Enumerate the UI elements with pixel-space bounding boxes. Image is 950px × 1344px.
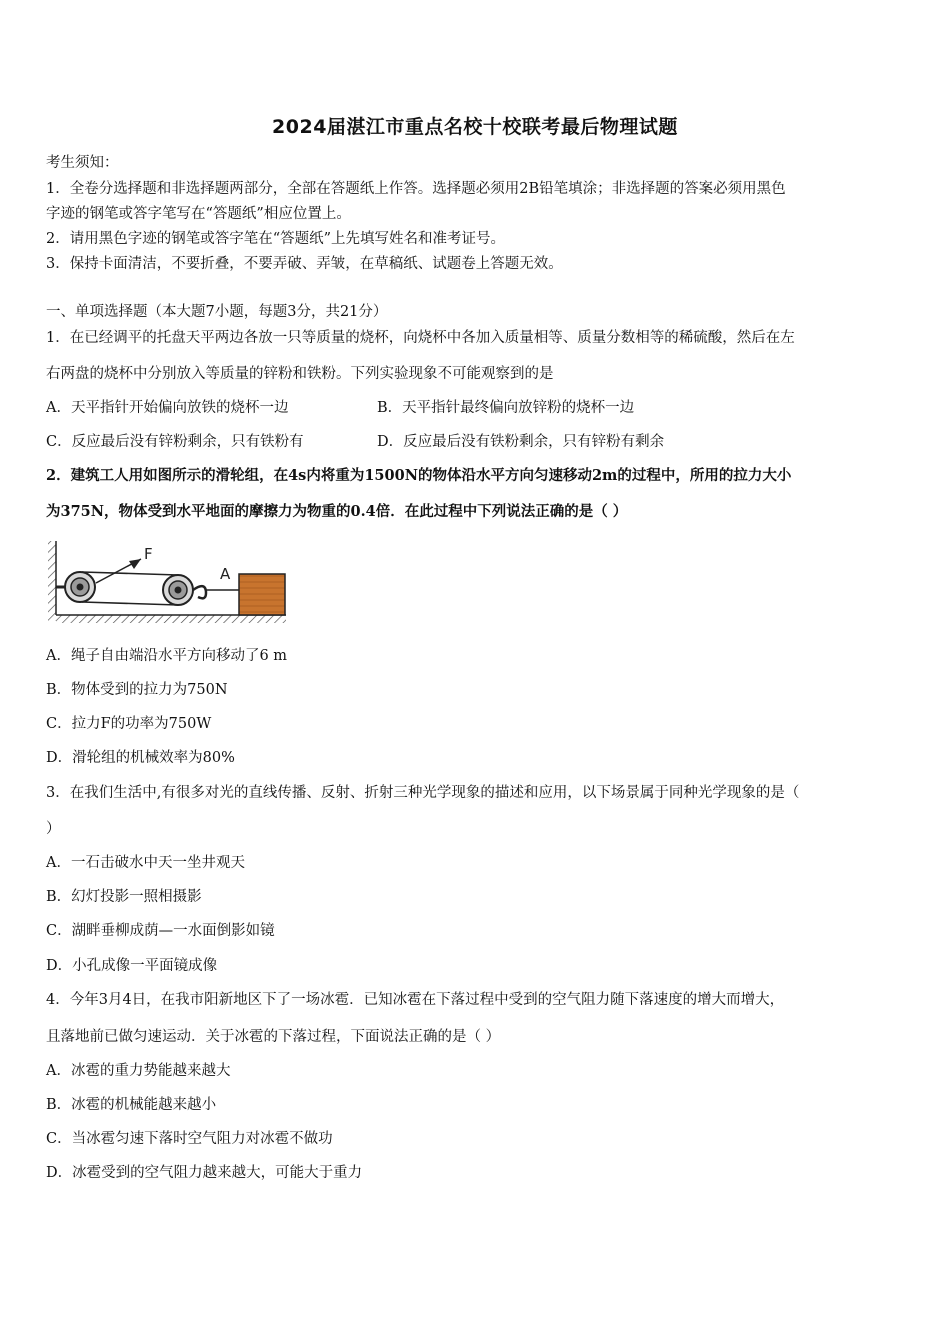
- label-a: A: [220, 565, 231, 583]
- q4-option-d: D．冰雹受到的空气阻力越来越大，可能大于重力: [46, 1165, 363, 1181]
- page-title: 2024届湛江市重点名校十校联考最后物理试题: [272, 116, 678, 138]
- pulley-diagram: [46, 537, 291, 627]
- q4-option-b: B．冰雹的机械能越来越小: [46, 1097, 217, 1113]
- q4-option-c: C．当冰雹匀速下落时空气阻力对冰雹不做功: [46, 1131, 333, 1147]
- q3-stem-line-1: 3．在我们生活中,有很多对光的直线传播、反射、折射三种光学现象的描述和应用，以下场景属于同种光学现象的是（: [46, 785, 800, 801]
- q2-stem-line-1: 2．建筑工人用如图所示的滑轮组，在4s内将重为1500N的物体沿水平方向匀速移动2m的过程中，所用的拉力大小: [46, 467, 792, 484]
- q4-stem-line-1: 4．今年3月4日，在我市阳新地区下了一场冰雹．已知冰雹在下落过程中受到的空气阻力随下落速度的增大而增大，: [46, 992, 785, 1008]
- q2-option-a: A．绳子自由端沿水平方向移动了6 m: [46, 648, 288, 664]
- notice-heading: 考生须知：: [46, 155, 119, 171]
- notice-item-1-cont: 字迹的钢笔或答字笔写在“答题纸”相应位置上。: [46, 206, 351, 222]
- q1-option-d: D．反应最后没有铁粉剩余，只有锌粉有剩余: [377, 434, 665, 450]
- q4-option-a: A．冰雹的重力势能越来越大: [46, 1063, 231, 1079]
- notice-item-2: 2．请用黑色字迹的钢笔或答字笔在“答题纸”上先填写姓名和准考证号。: [46, 231, 506, 247]
- q1-stem-line-1: 1．在已经调平的托盘天平两边各放一只等质量的烧杯，向烧杯中各加入质量相等、质量分数相等的稀硫酸，然后在左: [46, 330, 795, 346]
- q1-option-b: B．天平指针最终偏向放锌粉的烧杯一边: [377, 400, 635, 416]
- label-f: F: [144, 545, 153, 563]
- q3-option-a: A．一石击破水中天一坐井观天: [46, 855, 245, 871]
- q3-stem-line-2: ）: [46, 821, 61, 837]
- q2-stem-line-2: 为375N，物体受到水平地面的摩擦力为物重的0.4倍．在此过程中下列说法正确的是（ ）: [46, 503, 628, 520]
- notice-item-3: 3．保持卡面清洁，不要折叠，不要弄破、弄皱，在草稿纸、试题卷上答题无效。: [46, 256, 563, 272]
- q1-option-c: C．反应最后没有锌粉剩余，只有铁粉有: [46, 434, 304, 450]
- q4-stem-line-2: 且落地前已做匀速运动．关于冰雹的下落过程，下面说法正确的是（ ）: [46, 1029, 501, 1045]
- q1-stem-line-2: 右两盘的烧杯中分别放入等质量的锌粉和铁粉。下列实验现象不可能观察到的是: [46, 366, 554, 382]
- q3-option-b: B．幻灯投影一照相摄影: [46, 889, 202, 905]
- block-a: [239, 574, 285, 615]
- q3-option-d: D．小孔成像一平面镜成像: [46, 958, 218, 974]
- q2-option-b: B．物体受到的拉力为750N: [46, 682, 228, 698]
- wall: [48, 541, 56, 621]
- q2-option-c: C．拉力F的功率为750W: [46, 716, 212, 732]
- q3-option-c: C．湖畔垂柳成荫—一水面倒影如镜: [46, 923, 275, 939]
- notice-item-1: 1．全卷分选择题和非选择题两部分，全部在答题纸上作答。选择题必须用2B铅笔填涂；非选择题的答案必须用黑色: [46, 181, 786, 197]
- q2-option-d: D．滑轮组的机械效率为80%: [46, 750, 235, 766]
- q1-option-a: A．天平指针开始偏向放铁的烧杯一边: [46, 400, 289, 416]
- section-heading: 一、单项选择题（本大题7小题，每题3分，共21分）: [46, 304, 388, 320]
- ground: [56, 615, 286, 623]
